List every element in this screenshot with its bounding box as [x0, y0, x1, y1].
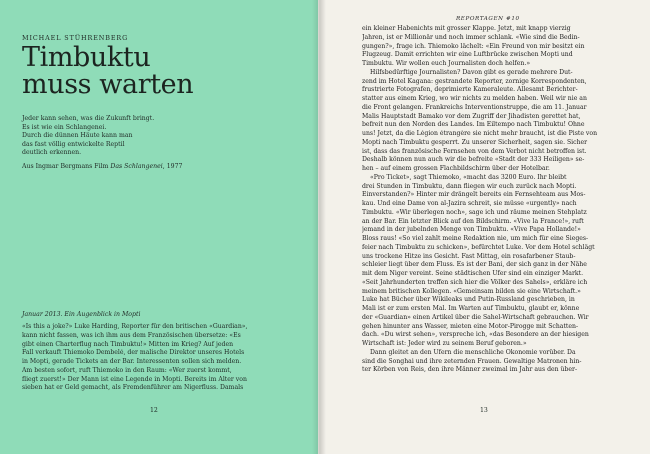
- running-header: REPORTAGEN #10: [456, 16, 520, 22]
- body-line: mit dem Niger vereint. Seine städtischen Ufer sind ein einziger Markt.: [362, 270, 584, 277]
- body-line: der «Guardian» einen Artikel über die Sahel-Wirtschaft gebrauchen. Wir: [362, 313, 589, 321]
- body-line: Bloss raus! «So viel zahlt meine Redaktion nie, um mich für eine Sieges-: [362, 235, 589, 242]
- body-line: Jahren, ist er Millionär und noch immer schlank. «Wie sind die Bedin-: [362, 33, 580, 41]
- body-line: uns trockene Hitze ins Gesicht. Fast Mittag, ein rosafarbener Staub-: [362, 252, 576, 260]
- left-body-text: [22, 323, 294, 393]
- body-line: meinem britischen Kollegen. «Gemeinsam bilden sie eine Wirtschaft.»: [362, 287, 581, 295]
- body-line: Timbuktu. Wir wollen euch Journalisten doch helfen.»: [362, 60, 531, 67]
- body-line: Deshalb können nun auch wir die befreite «Stadt der 333 Heiligen» se-: [362, 156, 585, 164]
- epigraph-source: [22, 163, 182, 170]
- body-line: Fall verkauft Thiemoko Dembelé, der malische Direktor unseres Hotels: [22, 349, 245, 357]
- body-line: Timbuktu. «Wir überlegen noch», sage ich und räume meinen Stehplatz: [362, 208, 587, 216]
- body-line: feier nach Timbuktu zu schicken», befürchtet Luke. Vor dem Hotel schlägt: [362, 243, 595, 251]
- body-line: ein kleiner Habenichts mit grosser Klappe. Jetzt, mit knapp vierzig: [362, 25, 571, 32]
- body-line: ter Körben von Reis, den ihre Männer zweimal im Jahr aus den über-: [362, 366, 578, 374]
- body-line: sind die Songhai und ihre zeternden Frauen. Gewaltige Matronen hin-: [362, 357, 582, 365]
- body-line: Mopti nach Timbuktu gesperrt. Zu unserer Sicherheit, sagen sie. Sicher: [362, 138, 588, 146]
- source-suffix: , 1977: [162, 163, 183, 170]
- body-line: Flugzeug. Damit errichten wir eine Luftbrücke zwischen Mopti und: [362, 51, 573, 59]
- body-line: befreit nun den Norden des Landes. Im Eiltempo nach Timbuktu! Ohne: [362, 121, 585, 129]
- left-page: [0, 0, 318, 454]
- body-line: statter aus einem Krieg, wo wir nichts zu melden haben. Weil wir nie an: [362, 95, 587, 102]
- source-film: Das Schlangenei: [110, 163, 163, 170]
- body-line: jemand in der jubelnden Menge von Timbuktu. «Vive Papa Hollande!»: [362, 226, 581, 234]
- body-line: sieben hat er Geld gemacht, als Fremdenführer am Nigerfluss. Damals: [22, 384, 244, 392]
- body-line: Hilfsbedürftige Journalisten? Davon gibt es gerade mehrere Dut-: [370, 68, 573, 76]
- section-subhead: Januar 2013. Ein Augenblick in Mopti: [22, 311, 141, 318]
- right-page: [318, 0, 650, 454]
- page-number-right: 13: [480, 407, 488, 414]
- body-line: an der Bar. Ein letzter Blick auf den Bildschirm. «Vive la France!», ruft: [362, 217, 584, 225]
- article-title: [22, 44, 193, 98]
- body-line: zend im Hotel Kagana: gestrandete Reporter, zornige Korrespondenten,: [362, 77, 587, 85]
- body-line: ist, dass das französische Fernsehen von dem Verbot nicht betroffen ist.: [362, 147, 587, 155]
- body-line: Wirtschaft ist: Jeder wird zu seinem Beruf geboren.»: [362, 340, 527, 347]
- body-line: Dann gleitet an den Ufern die menschliche Ökonomie vorüber. Da: [370, 348, 576, 356]
- body-line: «Pro Ticket», sagt Thiemoko, «macht das 3200 Euro. Ihr bleibt: [370, 173, 567, 181]
- body-line: Am besten sofort, ruft Thiemoko in den Raum: «Wer zuerst kommt,: [22, 366, 232, 374]
- body-line: gehen hinunter ans Wasser, mieten eine Motor-Pirogge mit Schatten-: [362, 322, 579, 330]
- author-name: MICHAEL STÜHRENBERG: [22, 34, 129, 42]
- body-line: frustrierte Fotografen, deprimierte Kameraleute. Allesamt Berichter-: [362, 86, 578, 94]
- title-line-2: muss warten: [22, 69, 194, 100]
- epigraph-line: Durch die dünnen Häute kann man: [22, 132, 133, 140]
- epigraph-line: das fast völlig entwickelte Reptil: [22, 140, 125, 148]
- body-line: hen – auf einem grossen Flachbildschirm über der Hotelbar.: [362, 165, 550, 172]
- body-line: Einverstanden?» Hinter mir drängelt bereits ein Fernsehteam aus Mos-: [362, 191, 586, 199]
- body-line: schleier liegt über dem Fluss. Es ist der Bani, der sich ganz in der Nähe: [362, 261, 587, 269]
- body-line: kau. Und eine Dame von al-Jazira schreit, sie müsse «urgently» nach: [362, 200, 577, 207]
- body-line: gibt einen Charterflug nach Timbuktu!» Mitten im Krieg? Auf jeden: [22, 340, 234, 348]
- body-line: uns! Jetzt, da die Légion étrangère sie nicht mehr braucht, ist die Piste von: [362, 130, 598, 137]
- right-body-text: [362, 25, 630, 375]
- body-line: Malis Hauptstadt Bamako vor dem Zugriff der Jihadisten gerettet hat,: [362, 112, 581, 120]
- body-line: fliegt zuerst!» Der Mann ist eine Legende in Mopti. Bereits im Alter von: [22, 375, 247, 383]
- body-line: Luke hat Bücher über Wikileaks und Putin-Russland geschrieben, in: [362, 296, 575, 304]
- source-prefix: Aus Ingmar Bergmans Film: [22, 163, 111, 170]
- body-line: drei Stunden in Timbuktu, dann fliegen wir euch zurück nach Mopti.: [362, 182, 577, 190]
- title-line-1: Timbuktu: [22, 42, 151, 73]
- epigraph-line: Jeder kann sehen, was die Zukunft bringt.: [22, 115, 155, 122]
- page-number-left: 12: [150, 407, 158, 414]
- body-line: kann nicht fassen, was ich ihm aus dem Französischen übersetze: «Es: [22, 331, 241, 339]
- epigraph-line: deutlich erkennen.: [22, 149, 82, 157]
- body-line: die Front gelangen. Frankreichs Interventionstruppe, die am 11. Januar: [362, 103, 587, 111]
- book-gutter-shadow: [312, 0, 326, 454]
- body-line: gungen?», frage ich. Thiemoko lächelt: «Ein Freund von mir besitzt ein: [362, 42, 585, 50]
- body-line: «Seit Jahrhunderten treffen sich hier die Völker des Sahels», erkläre ich: [362, 278, 588, 286]
- epigraph-line: Es ist wie ein Schlangenei.: [22, 123, 107, 131]
- epigraph: [22, 115, 154, 158]
- body-line: dach. «Du wirst sehen», verspreche ich, «das Besondere an der hiesigen: [362, 331, 589, 339]
- body-line: Mali ist er zum ersten Mal. Im Warten auf Timbuktu, glaubt er, könne: [362, 305, 580, 312]
- body-line: «Is this a joke?» Luke Harding, Reporter für den britischen «Guardian»,: [22, 323, 248, 330]
- body-line: in Mopti, gerade Tickets an der Bar. Interessenten sollen sich melden.: [22, 358, 242, 365]
